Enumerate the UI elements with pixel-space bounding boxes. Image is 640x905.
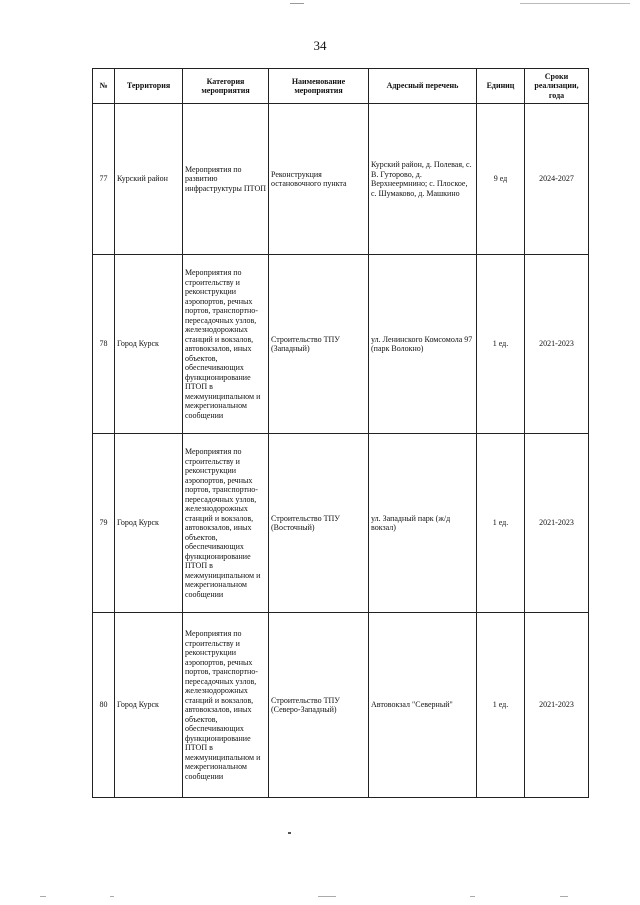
scan-artifact-dash bbox=[290, 3, 304, 4]
row-units: 1 ед. bbox=[477, 613, 525, 798]
header-category: Категория мероприятия bbox=[183, 69, 269, 104]
row-address: Автовокзал "Северный" bbox=[369, 613, 477, 798]
scan-artifact-line bbox=[520, 3, 630, 4]
row-number: 77 bbox=[93, 104, 115, 255]
row-territory: Город Курск bbox=[115, 434, 183, 613]
row-units: 1 ед. bbox=[477, 434, 525, 613]
row-address: Курский район, д. Полевая, с. В. Гуторово, д. Верхнеермнино; с. Плоское, с. Шумаково, д. Машкино bbox=[369, 104, 477, 255]
row-measure-name: Строительство ТПУ (Западный) bbox=[269, 255, 369, 434]
row-measure-name: Строительство ТПУ (Восточный) bbox=[269, 434, 369, 613]
row-number: 79 bbox=[93, 434, 115, 613]
header-territory: Территория bbox=[115, 69, 183, 104]
row-measure-name: Строительство ТПУ (Северо-Западный) bbox=[269, 613, 369, 798]
row-territory: Курский район bbox=[115, 104, 183, 255]
row-number: 78 bbox=[93, 255, 115, 434]
table-row bbox=[93, 255, 589, 434]
header-units: Единиц bbox=[477, 69, 525, 104]
row-address: ул. Ленинского Комсомола 97 (парк Волокно) bbox=[369, 255, 477, 434]
scan-artifact-dot bbox=[288, 832, 291, 834]
table-header-row bbox=[93, 69, 589, 104]
header-name: Наименование мероприятия bbox=[269, 69, 369, 104]
measures-table bbox=[92, 68, 589, 798]
table-row bbox=[93, 434, 589, 613]
row-category: Мероприятия по строительству и реконструкции аэропортов, речных портов, транспортно-пересадочных узлов, железнодорожных станций и вокзалов, автовокзалов, иных объектов, обеспечивающих функционирование ПТОП в межмуниципальном и межрегиональном сообщении bbox=[183, 434, 269, 613]
row-territory: Город Курск bbox=[115, 255, 183, 434]
scan-artifact-bottom-specks bbox=[0, 896, 640, 902]
table-row bbox=[93, 104, 589, 255]
row-period: 2021-2023 bbox=[525, 434, 589, 613]
row-measure-name: Реконструкция остановочного пункта bbox=[269, 104, 369, 255]
table-row bbox=[93, 613, 589, 798]
header-period: Сроки реализации, года bbox=[525, 69, 589, 104]
row-number: 80 bbox=[93, 613, 115, 798]
row-category: Мероприятия по строительству и реконструкции аэропортов, речных портов, транспортно-пересадочных узлов, железнодорожных станций и вокзалов, автовокзалов, иных объектов, обеспечивающих функционирование ПТОП в межмуниципальном и межрегиональном сообщении bbox=[183, 255, 269, 434]
row-units: 1 ед. bbox=[477, 255, 525, 434]
row-category: Мероприятия по развитию инфраструктуры ПТОП bbox=[183, 104, 269, 255]
header-number: № bbox=[93, 69, 115, 104]
row-address: ул. Западный парк (ж/д вокзал) bbox=[369, 434, 477, 613]
row-units: 9 ед bbox=[477, 104, 525, 255]
page-number: 34 bbox=[313, 38, 327, 53]
row-period: 2021-2023 bbox=[525, 255, 589, 434]
header-address: Адресный перечень bbox=[369, 69, 477, 104]
row-category: Мероприятия по строительству и реконструкции аэропортов, речных портов, транспортно-пересадочных узлов, железнодорожных станций и вокзалов, автовокзалов, иных объектов, обеспечивающих функционирование ПТОП в межмуниципальном и межрегиональном сообщении bbox=[183, 613, 269, 798]
row-territory: Город Курск bbox=[115, 613, 183, 798]
row-period: 2021-2023 bbox=[525, 613, 589, 798]
row-period: 2024-2027 bbox=[525, 104, 589, 255]
